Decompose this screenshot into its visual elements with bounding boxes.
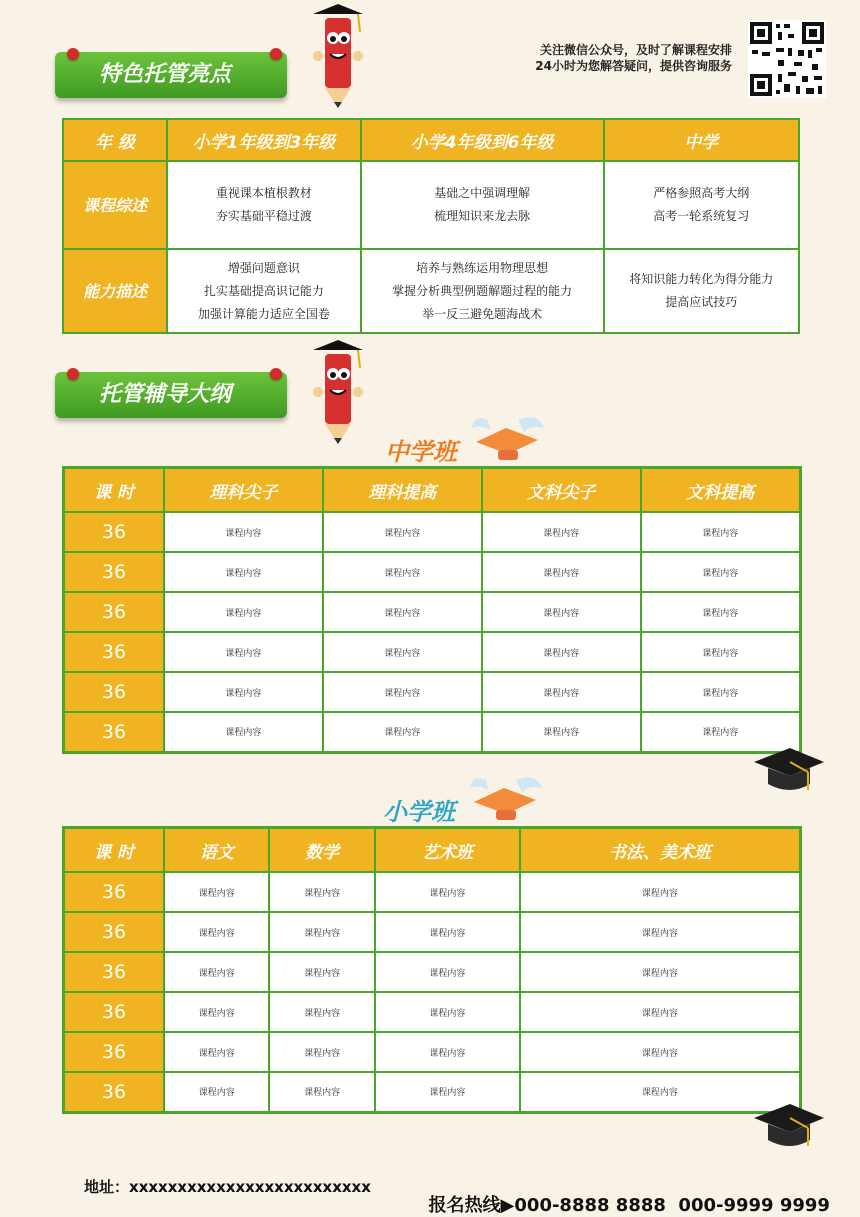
address-value: xxxxxxxxxxxxxxxxxxxxxxxxx <box>129 1178 371 1196</box>
table-row <box>64 552 801 592</box>
content-cell: 课程内容 <box>164 872 269 912</box>
winged-cap-icon <box>466 770 546 826</box>
cell: 重视课本植根教材 夯实基础平稳过渡 <box>167 161 361 249</box>
middle-header-row <box>64 468 801 513</box>
content-cell: 课程内容 <box>164 552 323 592</box>
col-primary-high: 小学4年级到6年级 <box>361 119 604 161</box>
content-cell: 课程内容 <box>269 872 374 912</box>
col-hours: 课 时 <box>64 828 165 873</box>
cell: 增强问题意识 扎实基础提高识记能力 加强计算能力适应全国卷 <box>167 249 361 333</box>
section2-title: 托管辅导大纲 <box>99 382 232 407</box>
table-row <box>64 912 801 952</box>
address-label: 地址： <box>84 1178 130 1196</box>
content-cell: 课程内容 <box>323 632 482 672</box>
primary-header-row <box>64 828 801 873</box>
content-cell: 课程内容 <box>641 672 801 712</box>
content-cell: 课程内容 <box>375 912 520 952</box>
pin-icon <box>270 368 282 380</box>
content-cell: 课程内容 <box>520 1032 801 1072</box>
hotline-value[interactable]: 000-8888 8888 000-9999 9999 <box>514 1195 830 1216</box>
hours-cell: 36 <box>64 912 165 952</box>
content-cell: 课程内容 <box>520 952 801 992</box>
content-cell: 课程内容 <box>641 632 801 672</box>
content-cell: 课程内容 <box>641 592 801 632</box>
content-cell: 课程内容 <box>482 672 641 712</box>
row-label: 能力描述 <box>63 249 167 333</box>
hours-cell: 36 <box>64 632 165 672</box>
table-row <box>64 632 801 672</box>
table-row <box>64 512 801 552</box>
primary-class-title: 小学班 <box>383 798 455 826</box>
content-cell: 课程内容 <box>482 712 641 752</box>
content-cell: 课程内容 <box>164 592 323 632</box>
hours-cell: 36 <box>64 872 165 912</box>
hours-cell: 36 <box>64 552 165 592</box>
section1-title: 特色托管亮点 <box>99 62 232 87</box>
qr-code-icon[interactable] <box>748 20 826 98</box>
col-subject: 艺术班 <box>375 828 520 873</box>
table-row <box>64 592 801 632</box>
content-cell: 课程内容 <box>641 552 801 592</box>
middle-class-table <box>62 466 802 754</box>
hours-cell: 36 <box>64 1032 165 1072</box>
col-primary-low: 小学1年级到3年级 <box>167 119 361 161</box>
row-label: 课程综述 <box>63 161 167 249</box>
table-row <box>64 1032 801 1072</box>
content-cell: 课程内容 <box>269 992 374 1032</box>
hotline-label: 报名热线 <box>428 1195 501 1216</box>
content-cell: 课程内容 <box>482 512 641 552</box>
pin-icon <box>67 48 79 60</box>
content-cell: 课程内容 <box>520 872 801 912</box>
cell: 培养与熟练运用物理思想 掌握分析典型例题解题过程的能力 举一反三避免题海战术 <box>361 249 604 333</box>
content-cell: 课程内容 <box>164 632 323 672</box>
hours-cell: 36 <box>64 672 165 712</box>
section1-title-ribbon <box>55 52 287 98</box>
content-cell: 课程内容 <box>375 872 520 912</box>
table-row <box>64 712 801 752</box>
graduation-cap-icon <box>752 1100 826 1154</box>
content-cell: 课程内容 <box>164 672 323 712</box>
col-subject: 理科尖子 <box>164 468 323 513</box>
cell: 严格参照高考大纲 高考一轮系统复习 <box>604 161 799 249</box>
col-middle: 中学 <box>604 119 799 161</box>
content-cell: 课程内容 <box>164 952 269 992</box>
highlights-table <box>62 118 800 334</box>
content-cell: 课程内容 <box>375 952 520 992</box>
content-cell: 课程内容 <box>164 1072 269 1112</box>
content-cell: 课程内容 <box>375 992 520 1032</box>
hours-cell: 36 <box>64 1072 165 1112</box>
hours-cell: 36 <box>64 512 165 552</box>
notice-line-2: 24小时为您解答疑问，提供咨询服务 <box>535 59 732 73</box>
hours-cell: 36 <box>64 952 165 992</box>
col-subject: 数学 <box>269 828 374 873</box>
content-cell: 课程内容 <box>323 552 482 592</box>
hours-cell: 36 <box>64 992 165 1032</box>
content-cell: 课程内容 <box>269 912 374 952</box>
content-cell: 课程内容 <box>641 512 801 552</box>
content-cell: 课程内容 <box>323 712 482 752</box>
content-cell: 课程内容 <box>323 592 482 632</box>
content-cell: 课程内容 <box>520 992 801 1032</box>
content-cell: 课程内容 <box>269 1032 374 1072</box>
content-cell: 课程内容 <box>323 512 482 552</box>
content-cell: 课程内容 <box>520 1072 801 1112</box>
content-cell: 课程内容 <box>164 712 323 752</box>
content-cell: 课程内容 <box>164 992 269 1032</box>
middle-class-title: 中学班 <box>385 438 457 466</box>
table-row <box>64 952 801 992</box>
col-subject: 理科提高 <box>323 468 482 513</box>
content-cell: 课程内容 <box>323 672 482 712</box>
col-subject: 文科提高 <box>641 468 801 513</box>
wechat-notice <box>508 42 732 74</box>
table-row <box>64 992 801 1032</box>
content-cell: 课程内容 <box>641 712 801 752</box>
cell: 基础之中强调理解 梳理知识来龙去脉 <box>361 161 604 249</box>
content-cell: 课程内容 <box>482 552 641 592</box>
table-row <box>64 872 801 912</box>
content-cell: 课程内容 <box>482 632 641 672</box>
content-cell: 课程内容 <box>164 1032 269 1072</box>
pin-icon <box>67 368 79 380</box>
col-subject: 文科尖子 <box>482 468 641 513</box>
table-row <box>64 672 801 712</box>
pin-icon <box>270 48 282 60</box>
section2-title-ribbon <box>55 372 287 418</box>
highlights-row-overview <box>63 161 799 249</box>
arrow-right-icon: ▶ <box>500 1195 515 1216</box>
pencil-mascot-icon <box>308 4 368 114</box>
hours-cell: 36 <box>64 712 165 752</box>
cell: 将知识能力转化为得分能力 提高应试技巧 <box>604 249 799 333</box>
content-cell: 课程内容 <box>164 512 323 552</box>
content-cell: 课程内容 <box>375 1032 520 1072</box>
hotline <box>416 1170 830 1217</box>
graduation-cap-icon <box>752 744 826 798</box>
content-cell: 课程内容 <box>269 952 374 992</box>
highlights-header-row <box>63 119 799 161</box>
primary-class-table <box>62 826 802 1114</box>
pencil-mascot-icon <box>308 340 368 450</box>
address <box>84 1176 371 1197</box>
content-cell: 课程内容 <box>164 912 269 952</box>
content-cell: 课程内容 <box>375 1072 520 1112</box>
winged-cap-icon <box>468 410 548 466</box>
table-row <box>64 1072 801 1112</box>
highlights-row-ability <box>63 249 799 333</box>
col-subject: 语文 <box>164 828 269 873</box>
content-cell: 课程内容 <box>269 1072 374 1112</box>
col-subject: 书法、美术班 <box>520 828 801 873</box>
content-cell: 课程内容 <box>482 592 641 632</box>
content-cell: 课程内容 <box>520 912 801 952</box>
col-hours: 课 时 <box>64 468 165 513</box>
col-grade: 年 级 <box>63 119 167 161</box>
hours-cell: 36 <box>64 592 165 632</box>
notice-line-1: 关注微信公众号，及时了解课程安排 <box>539 43 732 57</box>
